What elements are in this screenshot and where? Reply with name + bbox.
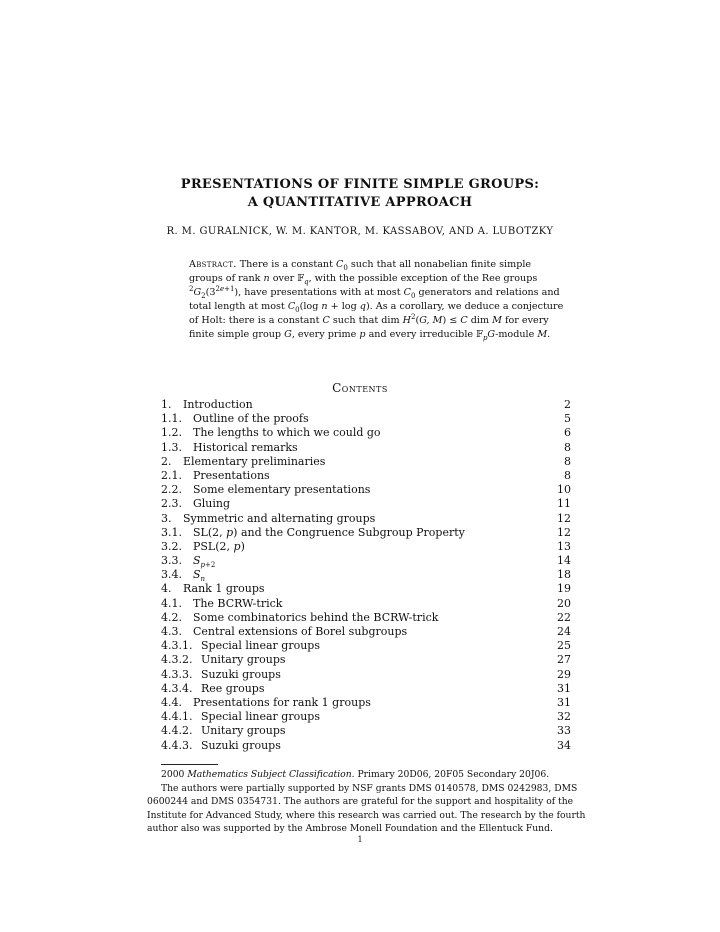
toc-entry[interactable] xyxy=(161,568,571,582)
toc-entry-number: 4.4. xyxy=(161,695,182,709)
abstract-text: groups of rank xyxy=(189,273,264,284)
abstract-text: finite simple group xyxy=(189,329,285,340)
toc-entry-page: 12 xyxy=(557,525,571,539)
toc-entry-title: $S_{p+2}$ xyxy=(193,554,216,570)
toc-entry-number: 4.1. xyxy=(161,596,182,610)
toc-entry-title: Rank 1 groups xyxy=(183,582,265,596)
toc-entry[interactable] xyxy=(161,426,571,440)
toc-entry-page: 8 xyxy=(564,454,571,468)
toc-entry-page: 29 xyxy=(557,667,571,681)
toc-entry-title: The BCRW-trick xyxy=(193,596,283,610)
toc-entry-page: 12 xyxy=(557,511,571,525)
toc-entry-title: Suzuki groups xyxy=(201,738,281,752)
toc-entry-title: Elementary preliminaries xyxy=(183,454,326,468)
toc-entry-page: 2 xyxy=(564,398,571,411)
abstract-text: and every irreducible xyxy=(365,329,477,340)
toc-entry-title: Presentations for rank 1 groups xyxy=(193,695,371,709)
toc-entry[interactable] xyxy=(161,582,571,596)
footnote-text: 0600244 and DMS 0354731. The authors are grateful for the support and hospitality of the xyxy=(147,796,574,808)
page-number: 1 xyxy=(357,835,363,844)
toc-entry-number: 4.4.1. xyxy=(161,710,193,724)
toc-entry-title: Historical remarks xyxy=(193,440,298,454)
abstract-text: such that all nonabelian finite simple xyxy=(347,259,532,270)
toc-entry-page: 14 xyxy=(557,554,571,568)
footnote-text: Primary 20D06, 20F05 Secondary 20J06. xyxy=(354,769,550,780)
toc-entry-page: 5 xyxy=(564,412,571,426)
toc-entry-number: 1.3. xyxy=(161,440,182,454)
toc-entry[interactable] xyxy=(161,497,571,511)
footnote-text: 2000 xyxy=(161,769,188,780)
toc-entry[interactable] xyxy=(161,611,571,625)
abstract-text: total length at most xyxy=(189,301,288,312)
paper-title-line-1: PRESENTATIONS OF FINITE SIMPLE GROUPS: xyxy=(180,177,540,192)
toc-entry-number: 2.2. xyxy=(161,483,182,497)
footnote-text: author also was supported by the Ambrose Monell Foundation and the Ellentuck Fund. xyxy=(147,823,553,835)
toc-entry-page: 27 xyxy=(557,653,571,667)
abstract-label: Abstract. xyxy=(189,259,237,270)
footnote-text: Institute for Advanced Study, where this research was carried out. The research by the fourth xyxy=(147,809,586,821)
toc-entry-page: 18 xyxy=(557,568,571,582)
toc-entry-page: 11 xyxy=(557,497,571,511)
toc-entry-page: 24 xyxy=(557,625,571,638)
toc-entry-number: 4.3. xyxy=(161,625,182,638)
abstract-text: over xyxy=(269,273,298,284)
abstract: Abstract. There is a constant $C_0$ such that all nonabelian finite simple groups of rank n over 𝔽$_q$, with the possible exception of the Ree groups $^2G_2(3^{2e+1})$, have presentations with at most $C_0$ generators and relations and total length at most $C_0(\log$ n + log q). As a corollary, we deduce a conjecture of Holt: there is a constant C such that dim $H^2(G$, M) ≤ C dim M for every finite simple group G, every prime p and every irreducible 𝔽$_p$G-module M. xyxy=(189,259,564,342)
toc-entry-number: 4.3.2. xyxy=(161,653,193,667)
toc-entry-page: 34 xyxy=(557,738,571,752)
toc-entry-page: 25 xyxy=(557,639,571,653)
toc-entry[interactable] xyxy=(161,398,571,412)
toc-entry-page: 22 xyxy=(557,610,571,624)
toc-entry-number: 2.3. xyxy=(161,497,182,511)
toc-entry-number: 2. xyxy=(161,454,172,468)
abstract-text: . xyxy=(547,329,551,340)
toc-entry[interactable] xyxy=(161,469,571,483)
toc-entry-title: Introduction xyxy=(183,398,253,411)
abstract-text: There is a constant xyxy=(239,259,336,270)
toc-entry-number: 3.1. xyxy=(161,525,182,539)
toc-entry[interactable] xyxy=(161,625,571,639)
abstract-text: + log xyxy=(327,301,360,312)
abstract-text: (log xyxy=(299,301,322,312)
toc-entry-number: 3.2. xyxy=(161,539,182,553)
toc-entry[interactable] xyxy=(161,512,571,526)
author-list: R. M. GURALNICK, W. M. KANTOR, M. KASSABOV, AND A. LUBOTZKY xyxy=(166,226,554,237)
contents-heading: Contents xyxy=(332,381,388,395)
footnote-msc-label: Mathematics Subject Classification. xyxy=(187,769,355,780)
abstract-text: such that dim xyxy=(329,315,403,326)
toc-entry[interactable] xyxy=(161,483,571,497)
toc-entry-title: Presentations xyxy=(193,468,270,482)
toc-entry-page: 8 xyxy=(564,440,571,454)
toc-entry[interactable] xyxy=(161,540,571,554)
toc-entry-number: 1. xyxy=(161,398,172,411)
toc-entry-title: Unitary groups xyxy=(201,724,286,738)
toc-entry-number: 3.3. xyxy=(161,554,182,568)
toc-entry-number: 4.3.4. xyxy=(161,681,193,695)
toc-entry-number: 3. xyxy=(161,511,172,525)
toc-entry[interactable] xyxy=(161,653,571,667)
toc-entry-title: Some elementary presentations xyxy=(193,483,371,497)
abstract-text: of Holt: there is a constant xyxy=(189,315,323,326)
abstract-text: , with the possible exception of the Ree groups xyxy=(308,273,538,284)
toc-entry-title: Some combinatorics behind the BCRW-trick xyxy=(193,610,439,624)
toc-entry[interactable] xyxy=(161,554,571,568)
toc-entry-title: Unitary groups xyxy=(201,653,286,667)
toc-entry[interactable] xyxy=(161,455,571,469)
abstract-text: , have presentations with at most xyxy=(238,287,404,298)
abstract-text: dim xyxy=(467,315,493,326)
toc-entry-page: 19 xyxy=(557,582,571,596)
toc-entry-title: The lengths to which we could go xyxy=(193,426,381,440)
toc-entry-page: 13 xyxy=(557,539,571,553)
toc-entry-number: 4.4.2. xyxy=(161,724,193,738)
toc-entry-page: 10 xyxy=(557,483,571,497)
toc-entry[interactable] xyxy=(161,526,571,540)
toc-entry-number: 4.2. xyxy=(161,610,182,624)
toc-entry-page: 6 xyxy=(564,426,571,440)
toc-entry-page: 31 xyxy=(557,681,571,695)
toc-entry[interactable] xyxy=(161,597,571,611)
toc-entry-title: Symmetric and alternating groups xyxy=(183,511,376,525)
toc-entry-title: Gluing xyxy=(193,497,231,511)
toc-entry-title: $S_n$ xyxy=(193,568,206,584)
toc-entry[interactable] xyxy=(161,710,571,724)
toc-entry-number: 1.2. xyxy=(161,426,182,440)
toc-entry[interactable] xyxy=(161,724,571,738)
abstract-text: ≤ xyxy=(446,315,461,326)
toc-entry-number: 4.4.3. xyxy=(161,738,193,752)
toc-entry[interactable] xyxy=(161,682,571,696)
toc-entry-number: 4.3.1. xyxy=(161,639,193,653)
abstract-text: -module xyxy=(495,329,538,340)
toc-entry-number: 4.3.3. xyxy=(161,667,193,681)
footnote-rule xyxy=(161,764,218,765)
toc-entry-page: 31 xyxy=(557,695,571,709)
footnote xyxy=(147,768,586,836)
toc-entry[interactable] xyxy=(161,696,571,710)
toc-entry-title: PSL(2, p) xyxy=(193,539,245,553)
table-of-contents xyxy=(161,398,571,753)
toc-entry[interactable] xyxy=(161,739,571,753)
toc-entry-title: SL(2, p) and the Congruence Subgroup Property xyxy=(193,525,465,539)
toc-entry-number: 4. xyxy=(161,582,172,596)
toc-entry-number: 3.4. xyxy=(161,568,182,582)
abstract-text: , every prime xyxy=(291,329,360,340)
toc-entry-page: 33 xyxy=(557,724,571,738)
toc-entry-number: 2.1. xyxy=(161,468,182,482)
toc-entry-title: Outline of the proofs xyxy=(193,412,309,426)
toc-entry[interactable] xyxy=(161,441,571,455)
abstract-text: for every xyxy=(501,315,549,326)
toc-entry-page: 20 xyxy=(557,596,571,610)
abstract-text: generators and relations and xyxy=(415,287,560,298)
toc-entry-page: 8 xyxy=(564,468,571,482)
toc-entry[interactable] xyxy=(161,668,571,682)
toc-entry-number: 1.1. xyxy=(161,412,182,426)
abstract-text: ). As a corollary, we deduce a conjecture xyxy=(365,301,564,312)
toc-entry-title: Special linear groups xyxy=(201,639,320,653)
toc-entry-title: Suzuki groups xyxy=(201,667,281,681)
toc-entry-title: Special linear groups xyxy=(201,710,320,724)
paper-title-line-2: A QUANTITATIVE APPROACH xyxy=(247,195,473,210)
footnote-text: The authors were partially supported by NSF grants DMS 0140578, DMS 0242983, DMS xyxy=(161,782,578,794)
toc-entry[interactable] xyxy=(161,412,571,426)
toc-entry-title: Central extensions of Borel subgroups xyxy=(193,625,408,638)
toc-entry-title: Ree groups xyxy=(201,681,265,695)
toc-entry-page: 32 xyxy=(557,710,571,724)
toc-entry[interactable] xyxy=(161,639,571,653)
